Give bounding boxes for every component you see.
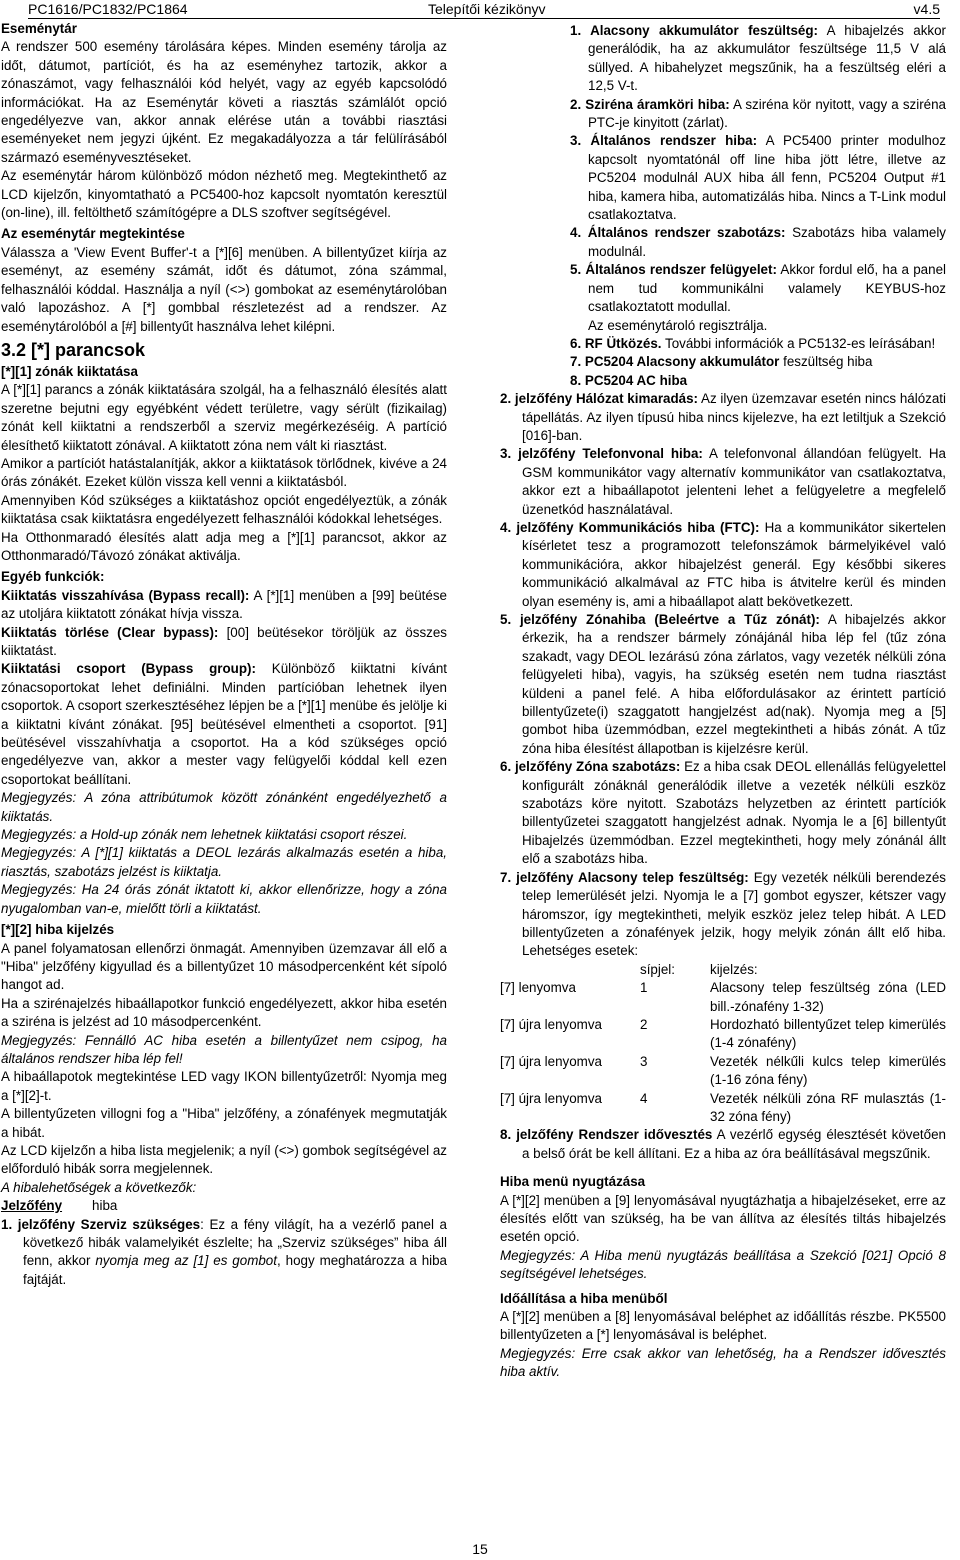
paragraph: A hibaállapotok megtekintése LED vagy IKON billentyűzetről: Nyomja meg a [*][2]-t.: [1, 1069, 447, 1103]
heading-trouble-ack: Hiba menü nyugtázása: [500, 1174, 646, 1190]
paragraph: A billentyűzeten villogni fog a "Hiba" jelzőfény, a zónafények megmutatják a hibát.: [1, 1106, 447, 1140]
trouble-item-6: [500, 758, 946, 868]
text: További információk a PC5132-es leírásában!: [661, 335, 936, 351]
heading-event-buffer: Eseménytár: [1, 21, 77, 36]
text: A telefonvonal állandóan felügyelt. Ha GSM kommunikátor vagy alternatív kommunikátor van csatlakoztatva, akkor ezt a hibaállapotot jelenteni lehet a felügyeletre a megfelelő üzenetkód használatával.: [522, 446, 946, 517]
term: 2. Sziréna áramköri hiba:: [570, 96, 730, 112]
text: Szabotázs hiba valamely modulnál.: [588, 225, 946, 259]
label-trouble: hiba: [92, 1198, 118, 1214]
left-column: [1, 20, 447, 1289]
spacer: [500, 961, 640, 979]
table-row: [500, 1016, 946, 1053]
trouble-item-1: [1, 1216, 447, 1290]
battery-table-header: [500, 961, 946, 979]
page-number: 15: [472, 1541, 488, 1557]
text: [00] beütésekor töröljük az összes kiiktatást.: [1, 624, 447, 658]
row-key: [7] újra lenyomva: [500, 1016, 602, 1032]
text: A hibajelzés akkor érkezik, ha a rendszer bármely zónájánál hiba lép fel (tűz zóna szakadt, vagy DEOL lezárású zóna zárlatos, vagy vezeték nélküli zóna felügyeleti hiba), vagyis, ha szükség esetén nem tudna riasztást küldeni a panel felé. A hiba előfordulásakor az érintett partíció billentyűzete(i) szaggatott hangjelzést ad(nak). Nyomja meg a [5] gombot hiba üzemmódban, ezzel megtekintheti a hibás zónát. A tűz zóna hiba élesítést állapotban is kijelzésre kerül.: [522, 612, 946, 756]
header-manual-title: Telepítői kézikönyv: [428, 1, 546, 17]
paragraph-bypass-group: [1, 660, 447, 789]
trouble-item-5: [500, 611, 946, 758]
text: , hogy meghatározza a hiba fajtáját.: [23, 1253, 448, 1287]
paragraph: Amennyiben Kód szükséges a kiiktatáshoz opciót engedélyeztük, a zónák kiiktatása csak kiiktatásra engedélyezett felhasználói kódokkal lehetséges.: [1, 492, 447, 527]
row-text: Alacsony telep feszültség zóna (LED bill.-zónafény 1-32): [710, 980, 946, 1014]
paragraph: Válassza a 'View Event Buffer'-t a [*][6] menüben. A billentyűzet kiírja az eseményt, az esemény számát, időt és dátumot, zóna számmal, felhasználói kóddal. Használja a nyíl (<>) gombokat az eseménytárolóban való lapozáshoz. A [*] gombbal részletezést ad a rendszer. Az eseménytárolóból a [#] billentyűt használva lehet kilépni.: [1, 244, 447, 334]
row-key: [7] újra lenyomva: [500, 1090, 602, 1106]
paragraph: A panel folyamatosan ellenőrzi önmagát. Amennyiben üzemzavar áll elő a "Hiba" jelzőfény kigyullad és a billentyűzet 10 másodpercenként két sípoló hangot ad.: [1, 940, 447, 993]
subitem-note: Az eseménytároló regisztrálja.: [588, 317, 768, 333]
text: Akkor fordul elő, ha a panel nem tud kommunikálni valamely KEYBUS-hoz csatlakoztatott modullal.: [588, 262, 946, 315]
text: : Ez a fény világít, ha a vezérlő panel a következő hibák valamelyikét észlelte; ha „Szerviz szükséges” hiba áll fenn, akkor: [23, 1216, 447, 1269]
paragraph-bypass-recall: [1, 587, 447, 624]
term: 8. jelzőfény Rendszer idővesztés: [500, 1127, 713, 1143]
paragraph: A [*][1] parancs a zónák kiiktatására szolgál, ha a felhasználó élesítés alatt szeretne bejutni egy egyébként védett területre, vagy sérült (fizikailag) zónát kell kiiktatni a rendszerből a szerviz megérkezéséig. A partíció élesíthető kiiktatott zónával. A kiiktatott zóna nem vált ki riasztást.: [1, 382, 447, 453]
term: 7. jelzőfény Alacsony telep feszültség:: [500, 869, 749, 885]
heading-view-event-buffer: Az eseménytár megtekintése: [1, 226, 185, 242]
note: Megjegyzés: A [*][1] kiiktatás a DEOL lezárás alkalmazás esetén a hiba, riasztás, szabotázs jelzést is kiiktatja.: [1, 845, 447, 879]
label-light: Jelzőfény: [1, 1198, 63, 1214]
paragraph: Az LCD kijelzőn a hiba lista megjelenik; a nyíl (<>) gombok segítségével az előforduló hibák sorra megjelennek.: [1, 1142, 447, 1177]
subitem: [570, 372, 946, 390]
subitem: [570, 261, 946, 316]
note: Megjegyzés: A Hiba menü nyugtázás beállítása a Szekció [021] Opció 8 segítségével lehetséges.: [500, 1247, 946, 1282]
trouble-item-7: [500, 869, 946, 961]
text: Különböző kiiktatni kívánt zónacsoportokat lehet definiálni. Minden partícióban lehetnek ilyen csoportok. A csoport szerkesztéséhez lépjen be a [*][1] menübe és jelölje ki a kiiktatni kívánt zónákat. [95] beütésével elmentheti a csoportot. [91] beütésével visszahívhatja a csoportot. Ha a kód szükséges opció engedélyezve van, akkor a mester vagy felügyelői kóddal kell ezen csoportokat beállítani.: [1, 661, 448, 787]
row-text: Hordozható billentyűzet telep kimerülés (1-4 zónafény): [710, 1016, 946, 1051]
header-version: v4.5: [913, 1, 940, 17]
row-text: Vezeték nélkűli kulcs telep kimerülés (1-16 zóna fény): [710, 1053, 946, 1088]
row-key: [7] újra lenyomva: [500, 1053, 602, 1069]
note: Megjegyzés: Fennálló AC hiba esetén a billentyűzet nem csipog, ha általános rendszer hiba lép fel!: [1, 1032, 447, 1066]
trouble-lights: [500, 390, 946, 961]
term: 3. jelzőfény Telefonvonal hiba:: [500, 446, 703, 462]
term: 6. RF Ütközés.: [570, 335, 662, 351]
note: Megjegyzés: Erre csak akkor van lehetőség, ha a Rendszer idővesztés hiba aktív.: [500, 1345, 946, 1380]
paragraph: Az eseménytár három különböző módon nézhető meg. Megtekinthető az LCD kijelzőn, kinyomtatható a PC5400-hoz kapcsolt nyomtatón keresztül (on-line), ill. feltölthető számítógépre a DLS szoftver segítségével.: [1, 168, 447, 221]
text: feszültség hiba: [779, 354, 873, 370]
subitem: [570, 132, 946, 224]
text: A [*][1] menüben a [99] beütése az utoljára kiiktatott zónákat hívja vissza.: [1, 587, 447, 622]
text: Egy vezeték nélküli berendezés telep lemerülését jelzi. Nyomja le a [7] gombot egyszer, kétszer vagy háromszor, így megtekintheti, melyik eszköz jelez telep hibát. A LED billentyűzeten a zónafények jelzik, hogy melyik zónán állt elő hiba. Lehetséges esetek:: [522, 869, 946, 959]
row-beeps: 1: [640, 980, 648, 996]
note: Megjegyzés: a Hold-up zónák nem lehetnek kiiktatási csoport részei.: [1, 827, 408, 843]
trouble-item-3: [500, 445, 946, 519]
col-display: kijelzés:: [710, 961, 758, 977]
subitem: [570, 335, 946, 353]
trouble-light-8: [500, 1126, 946, 1163]
trouble-item-4: [500, 519, 946, 611]
term-clear-bypass: Kiiktatás törlése (Clear bypass):: [1, 624, 219, 640]
trouble-item-8: [500, 1126, 946, 1163]
text: Az ilyen üzemzavar esetén nincs hálózati tápellátás. Az ilyen típusú hiba nincs kijelezve, ha ezt letiltjuk a Szekció [016]-ban.: [522, 391, 946, 443]
term: 5. Általános rendszer felügyelet:: [570, 262, 777, 278]
paragraph-clear-bypass: [1, 624, 447, 661]
trouble-item-2: [500, 390, 946, 445]
term: 8. PC5204 AC hiba: [570, 372, 688, 388]
term: 1. jelzőfény Szerviz szükséges: [1, 1216, 201, 1232]
paragraph: Ha a szirénajelzés hibaállapotkor funkció engedélyezett, akkor hiba esetén a sziréna is jelzést ad 10 másodpercenként.: [1, 995, 447, 1030]
term: 1. Alacsony akkumulátor feszültség:: [570, 23, 819, 38]
text: A PC5400 printer modulhoz kapcsolt nyomtatónál off line hiba jött létre, illetve az PC5204 modulnál AUX hiba áll fenn, PC5204 Output #1 hiba, kamera hiba, automatizálás hiba. Nincs a T-Link modul csatlakoztatva.: [588, 133, 947, 223]
text: A hibajelzés akkor generálódik, ha az akkumulátor feszültsége 11,5 V alá süllyed. A hibahelyzet megszűnik, ha a feszültség eléri a 12,5 V-t.: [588, 23, 946, 94]
text: [1, 1216, 447, 1290]
term: 2. jelzőfény Hálózat kimaradás:: [500, 391, 699, 407]
light-trouble-header: [1, 1197, 447, 1215]
table-row: [500, 1090, 946, 1127]
note: Megjegyzés: A zóna attribútumok között zónánként engedélyezhető a kiiktatás.: [1, 790, 447, 824]
term-bypass-recall: Kiiktatás visszahívása (Bypass recall):: [1, 587, 250, 603]
page-header: [28, 0, 940, 19]
text: nyomja meg az [1] es gombot: [95, 1253, 277, 1269]
heading-other-functions: Egyéb funkciók:: [1, 569, 105, 585]
row-key: [7] lenyomva: [500, 980, 576, 996]
header-model: PC1616/PC1832/PC1864: [28, 1, 188, 17]
term: 4. jelzőfény Kommunikációs hiba (FTC):: [500, 519, 760, 535]
text: A vezérlő egység élesztését követően a belső órát be kell állítani. Ez a hiba az óra beállításával megszűnik.: [522, 1127, 946, 1161]
term: 5. jelzőfény Zónahiba (Beleértve a Tűz zónát):: [500, 612, 820, 627]
row-text: Vezeték nélküli zóna RF mulasztás (1-32 zóna fény): [710, 1090, 946, 1124]
term: 7. PC5204 Alacsony akkumulátor: [570, 354, 780, 370]
paragraph: A rendszer 500 esemény tárolására képes. Minden esemény tárolja az időt, dátumot, partíciót, és ha az eseményhez tartozik, akkor a zónaszámot, vagy felhasználói kód helyét, vagy az egyéb kapcsolódó információkat. Ha az Eseménytár követi a riasztás számlálót opció engedélyezve van, akkor annak elérése után a további riasztási eseményeket nem jegyzi újként. Ez megakadályozza a tár felülírásából származó eseményvesztéseket.: [1, 39, 447, 165]
paragraph: A hibalehetőségek a következők:: [1, 1179, 197, 1195]
paragraph: Ha Otthonmaradó élesítés alatt adja meg a [*][1] parancsot, akkor az Otthonmaradó/Távozó zónákat aktiválja.: [1, 529, 447, 563]
paragraph: A [*][2] menüben a [9] lenyomásával nyugtázhatja a hibajelzéseket, erre az élesítés előtt van szükség, ha be van állítva az élesítés tiltás hibajelzés esetén opció.: [500, 1192, 946, 1245]
term: 4. Általános rendszer szabotázs:: [570, 225, 786, 241]
table-row: [500, 1053, 946, 1090]
right-column: [500, 22, 946, 1382]
row-beeps: 2: [640, 1016, 648, 1032]
term: 3. Általános rendszer hiba:: [570, 133, 758, 149]
subitem: [570, 22, 946, 96]
text: A sziréna kör nyitott, vagy a sziréna PTC-je kinyitott (zárlat).: [588, 96, 946, 131]
paragraph: A [*][2] menüben a [8] lenyomásával beléphet az időállítás részbe. PK5500 billentyűzeten a [*] lenyomásával is beléphet.: [500, 1309, 946, 1343]
paragraph: Amikor a partíciót hatástalanítják, akkor a kiiktatások törlődnek, kivéve a 24 órás zónákét. Ezeket külön vissza kell venni a kiiktatásból.: [1, 455, 447, 490]
row-beeps: 3: [640, 1053, 648, 1069]
subitem: [570, 224, 946, 261]
note: Megjegyzés: Ha 24 órás zónát iktatott ki, akkor ellenőrizze, hogy a zóna nyugalomban van-e, mielőtt törli a kiiktatást.: [1, 882, 447, 916]
term: 6. jelzőfény Zóna szabotázs:: [500, 759, 681, 775]
text: Ez a hiba csak DEOL ellenállás felügyelettel konfigurált zónáknál generálódik illetve a vezeték nélküli eszköz szabotázs köre nyitott. Szabotázs helyzetben az érintett partíciók billentyűzetei szaggatott hangjelzést adnak. Nyomja le a [6] billentyűt Hibajelzés üzemmódban. Ezzel megtekintheti, hogy mely zónánál állt elő a szabotázs hiba.: [522, 759, 946, 867]
col-beep: sípjel:: [640, 961, 675, 977]
service-subitems: [570, 22, 946, 390]
term-bypass-group: Kiiktatási csoport (Bypass group):: [1, 661, 256, 677]
table-row: [500, 979, 946, 1016]
subitem: [570, 353, 946, 371]
text: Ha a kommunikátor sikertelen kísérletet tesz a programozott telefonszámok bármelyikével való kommunikációra, akkor hibajelzést generál. Egy későbbi sikeres kommunikáció alkalmával az FTC hiba is átvitelre kerül és minden olyan esemény is, ami a hibaállapot alatt bekövetkezett.: [522, 519, 946, 609]
heading-time-set: Időállítása a hiba menüből: [500, 1290, 668, 1306]
heading-trouble-display: [*][2] hiba kijelzés: [1, 922, 115, 938]
heading-zone-bypass: [*][1] zónák kiiktatása: [1, 363, 138, 379]
row-beeps: 4: [640, 1090, 648, 1106]
heading-star-commands: 3.2 [*] parancsok: [1, 339, 146, 360]
battery-table: [500, 961, 946, 1127]
subitem: [570, 96, 946, 133]
